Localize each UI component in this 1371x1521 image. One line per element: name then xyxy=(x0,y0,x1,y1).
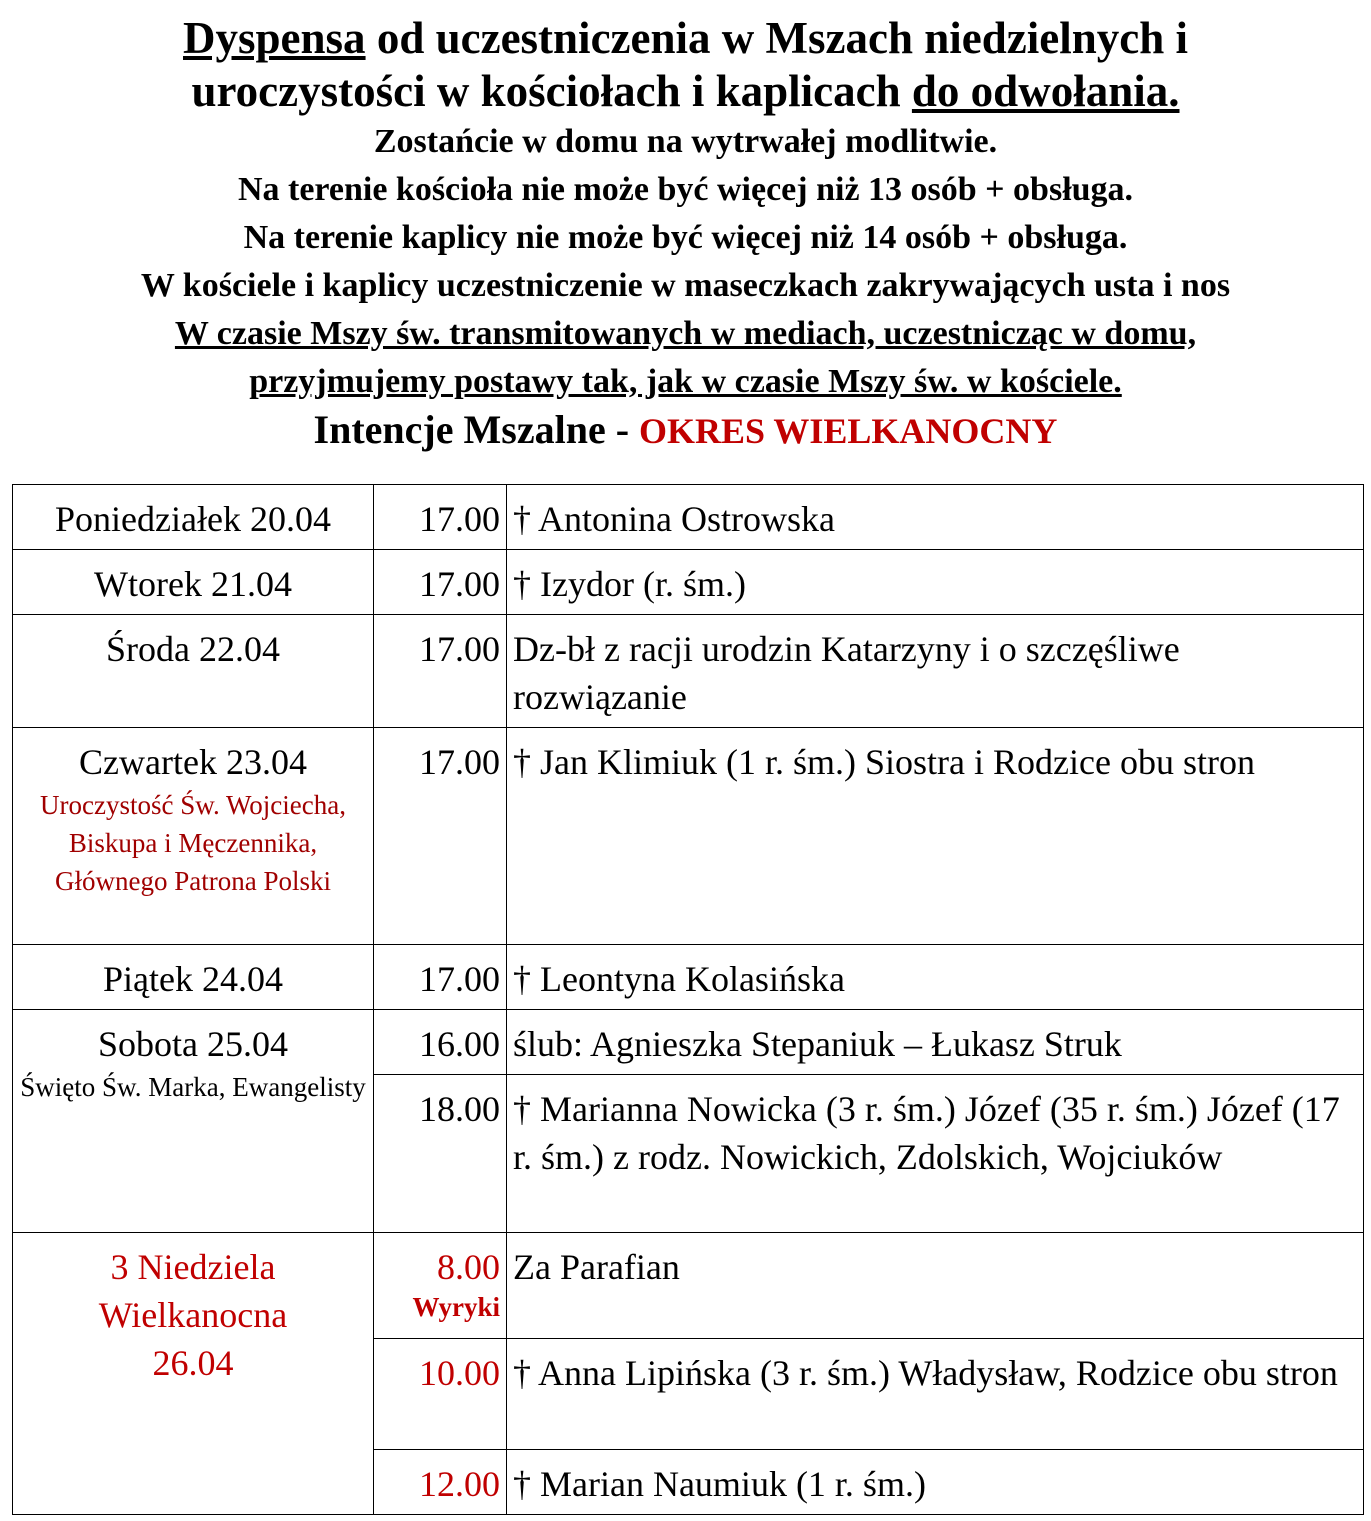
broadcast-line-2: przyjmujemy postawy tak, jak w czasie Mszy św. w kościele. xyxy=(249,363,1122,400)
sunday-line-3: 26.04 xyxy=(152,1343,234,1383)
intention-cell: † Antonina Ostrowska xyxy=(507,485,1364,550)
table-row xyxy=(13,728,1364,945)
time-cell: 17.00 xyxy=(374,728,507,945)
intention-cell: Dz-bł z racji urodzin Katarzyny i o szczęśliwe rozwiązanie xyxy=(507,615,1364,728)
intentions-period: OKRES WIELKANOCNY xyxy=(639,411,1058,451)
day-cell xyxy=(13,1233,374,1515)
time-cell: 18.00 xyxy=(374,1075,507,1233)
title-line-1-rest: od uczestniczenia w Mszach niedzielnych i xyxy=(365,13,1188,63)
intention-cell: † Anna Lipińska (3 r. śm.) Władysław, Rodzice obu stron xyxy=(507,1339,1364,1450)
intention-cell: † Jan Klimiuk (1 r. śm.) Siostra i Rodzice obu stron xyxy=(507,728,1364,945)
feast-label: Święto Św. Marka, Ewangelisty xyxy=(20,1072,366,1102)
intentions-label: Intencje Mszalne - xyxy=(313,407,640,452)
intentions-heading xyxy=(0,406,1371,455)
masks-line: W kościele i kaplicy uczestniczenie w maseczkach zakrywających usta i nos xyxy=(140,267,1231,304)
time-cell: 17.00 xyxy=(374,485,507,550)
time-cell: 17.00 xyxy=(374,945,507,1010)
broadcast-line-1: W czasie Mszy św. transmitowanych w mediach, uczestnicząc w domu, xyxy=(174,315,1197,352)
intention-cell: † Marianna Nowicka (3 r. śm.) Józef (35 r. śm.) Józef (17 r. śm.) z rodz. Nowickich, Zdolskich, Wojciuków xyxy=(507,1075,1364,1233)
day-cell xyxy=(13,728,374,945)
day-cell: Piątek 24.04 xyxy=(13,945,374,1010)
day-name: Sobota 25.04 xyxy=(97,1024,288,1064)
time-cell: 12.00 xyxy=(374,1450,507,1515)
table-row xyxy=(13,485,1364,550)
intention-cell: † Marian Naumiuk (1 r. śm.) xyxy=(507,1450,1364,1515)
announcement-header xyxy=(0,0,1371,455)
time-cell: 17.00 xyxy=(374,615,507,728)
time-cell xyxy=(374,1233,507,1339)
stay-home-line: Zostańcie w domu na wytrwałej modlitwie. xyxy=(373,123,998,160)
table-row xyxy=(13,615,1364,728)
time-cell: 10.00 xyxy=(374,1339,507,1450)
mass-schedule-table xyxy=(12,484,1364,1515)
mass-place: Wyryki xyxy=(412,1292,500,1322)
chapel-limit-line: Na terenie kaplicy nie może być więcej niż 14 osób + obsługa. xyxy=(243,219,1128,256)
time-cell: 16.00 xyxy=(374,1010,507,1075)
title-until-revoked: do odwołania. xyxy=(911,66,1180,116)
mass-time: 8.00 xyxy=(437,1247,500,1287)
table-row xyxy=(13,945,1364,1010)
day-cell: Wtorek 21.04 xyxy=(13,550,374,615)
feast-label: Uroczystość Św. Wojciecha, Biskupa i Męczennika, Głównego Patrona Polski xyxy=(40,790,346,896)
day-cell: Poniedziałek 20.04 xyxy=(13,485,374,550)
table-row xyxy=(13,1010,1364,1075)
sunday-line-2: Wielkanocna xyxy=(98,1295,288,1335)
title-line-2 xyxy=(0,65,1371,118)
sunday-line-1: 3 Niedziela xyxy=(110,1247,276,1287)
time-cell: 17.00 xyxy=(374,550,507,615)
title-line-1 xyxy=(0,0,1371,65)
intention-cell: † Leontyna Kolasińska xyxy=(507,945,1364,1010)
church-limit-line: Na terenie kościoła nie może być więcej niż 13 osób + obsługa. xyxy=(237,171,1134,208)
day-cell xyxy=(13,1010,374,1233)
table-row xyxy=(13,1233,1364,1339)
intention-cell: Za Parafian xyxy=(507,1233,1364,1339)
intention-cell: ślub: Agnieszka Stepaniuk – Łukasz Struk xyxy=(507,1010,1364,1075)
table-row xyxy=(13,550,1364,615)
day-cell: Środa 22.04 xyxy=(13,615,374,728)
day-name: Czwartek 23.04 xyxy=(79,742,307,782)
intention-cell: † Izydor (r. śm.) xyxy=(507,550,1364,615)
title-dispensation: Dyspensa xyxy=(183,13,366,63)
title-line-2-start: uroczystości w kościołach i kaplicach xyxy=(191,66,912,116)
